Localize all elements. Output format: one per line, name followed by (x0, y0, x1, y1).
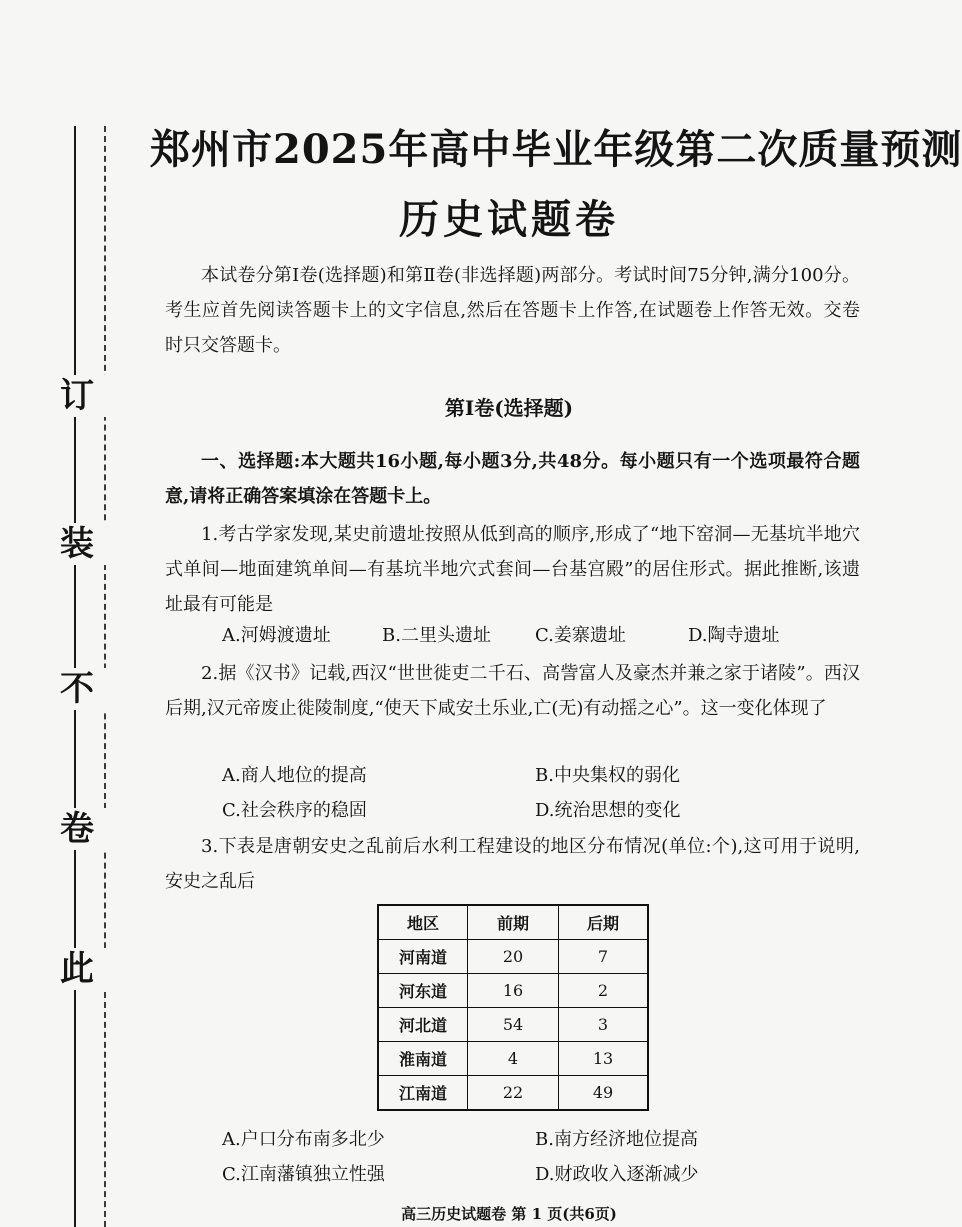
table-header-row (378, 905, 648, 940)
table-cell-region: 河东道 (378, 974, 468, 1008)
question-1-option-a: A.河姆渡遗址 (222, 625, 331, 646)
binding-label-ding: 订 (42, 375, 112, 417)
table-row (378, 940, 648, 974)
question-1-options (222, 621, 862, 651)
table-cell-value: 16 (468, 974, 559, 1008)
question-1-option-c: C.姜寨遗址 (535, 625, 626, 646)
question-1-option-b: B.二里头遗址 (382, 625, 491, 646)
exam-subtitle: 历史试题卷 (399, 196, 619, 243)
table-cell-value: 22 (468, 1076, 559, 1111)
table-row (378, 1008, 648, 1042)
table-cell-region: 河北道 (378, 1008, 468, 1042)
question-3-stem: 3.下表是唐朝安史之乱前后水利工程建设的地区分布情况(单位:个),这可用于说明,安史之乱后 (165, 836, 860, 892)
table-row (378, 974, 648, 1008)
table-cell-value: 4 (468, 1042, 559, 1076)
section-intro: 一、选择题:本大题共16小题,每小题3分,共48分。每小题只有一个选项最符合题意,请将正确答案填涂在答题卡上。 (165, 451, 860, 507)
page-footer: 高三历史试题卷 第 1 页(共6页) (401, 1205, 617, 1223)
table-cell-value: 13 (559, 1042, 649, 1076)
table-header-cell: 后期 (559, 905, 649, 940)
table-header-cell: 地区 (378, 905, 468, 940)
table-cell-region: 江南道 (378, 1076, 468, 1111)
question-3-options-row-1 (222, 1125, 862, 1155)
section-heading: 第Ⅰ卷(选择题) (444, 396, 574, 420)
table-cell-value: 20 (468, 940, 559, 974)
binding-label-ci: 此 (42, 948, 112, 990)
question-2-options-row-2 (222, 796, 862, 826)
table-cell-value: 49 (559, 1076, 649, 1111)
question-1-stem: 1.考古学家发现,某史前遗址按照从低到高的顺序,形成了“地下窑洞—无基坑半地穴式单间—地面建筑单间—有基坑半地穴式套间—台基宫殿”的居住形式。据此推断,该遗址最有可能是 (165, 524, 860, 615)
question-2-option-b: B.中央集权的弱化 (535, 765, 680, 786)
binding-label-bu: 不 (42, 668, 112, 710)
question-3-option-b: B.南方经济地位提高 (535, 1129, 698, 1150)
exam-title: 郑州市2025年高中毕业年级第二次质量预测 (150, 126, 962, 173)
question-2-options-row-1 (222, 761, 862, 791)
table-row (378, 1076, 648, 1111)
question-3-option-a: A.户口分布南多北少 (222, 1129, 385, 1150)
question-2-option-d: D.统治思想的变化 (535, 800, 681, 821)
binding-label-zhuang: 装 (42, 523, 112, 565)
table-cell-value: 54 (468, 1008, 559, 1042)
table-cell-region: 淮南道 (378, 1042, 468, 1076)
table-cell-region: 河南道 (378, 940, 468, 974)
table-row (378, 1042, 648, 1076)
question-2-stem: 2.据《汉书》记载,西汉“世世徙吏二千石、高訾富人及豪杰并兼之家于诸陵”。西汉后期,汉元帝废止徙陵制度,“使天下咸安土乐业,亡(无)有动摇之心”。这一变化体现了 (165, 663, 860, 719)
question-2-option-a: A.商人地位的提高 (222, 765, 367, 786)
question-3-options-row-2 (222, 1160, 862, 1190)
question-1-option-d: D.陶寺遗址 (688, 625, 780, 646)
table-cell-value: 2 (559, 974, 649, 1008)
question-3-option-d: D.财政收入逐渐减少 (535, 1164, 699, 1185)
table-header-cell: 前期 (468, 905, 559, 940)
question-3-option-c: C.江南藩镇独立性强 (222, 1164, 385, 1185)
table-cell-value: 3 (559, 1008, 649, 1042)
water-projects-table (377, 904, 649, 1111)
table-cell-value: 7 (559, 940, 649, 974)
exam-instructions: 本试卷分第Ⅰ卷(选择题)和第Ⅱ卷(非选择题)两部分。考试时间75分钟,满分100分。考生应首先阅读答题卡上的文字信息,然后在答题卡上作答,在试题卷上作答无效。交卷时只交答题卡。 (165, 265, 860, 356)
question-2-option-c: C.社会秩序的稳固 (222, 800, 367, 821)
binding-label-juan: 卷 (42, 808, 112, 850)
